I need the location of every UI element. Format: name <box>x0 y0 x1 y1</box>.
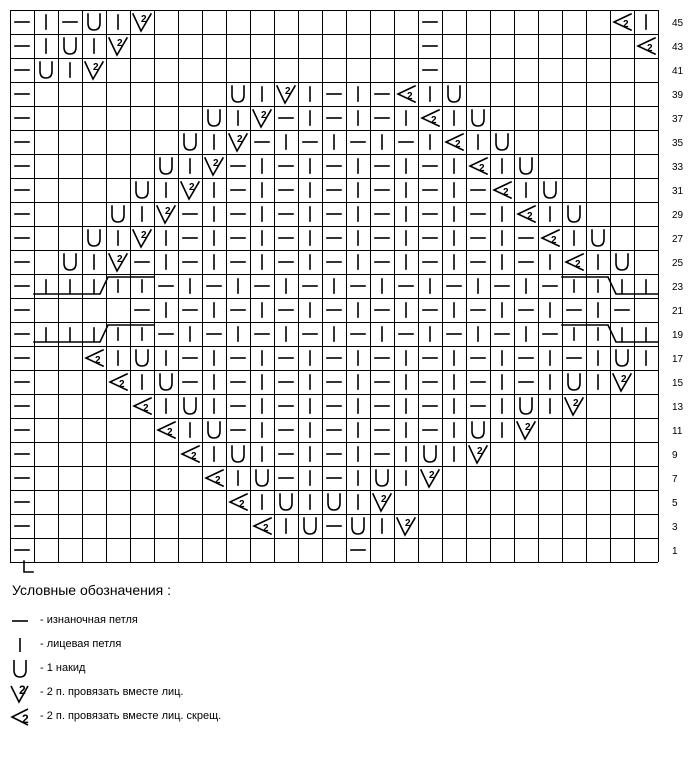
ssk-mark-number: 2 <box>623 19 629 30</box>
legend-k2tog-label: - 2 п. провязать вместе лиц. <box>40 686 184 698</box>
k2tog-mark-number: 2 <box>573 398 579 409</box>
yarn-over-mark <box>472 422 484 438</box>
k2tog-mark-number: 2 <box>477 446 483 457</box>
yarn-over-mark <box>544 182 556 198</box>
row-label: 7 <box>672 474 678 485</box>
row-label: 29 <box>672 210 684 221</box>
row-label: 11 <box>672 426 683 437</box>
k2tog-mark-number: 2 <box>621 374 627 385</box>
k2tog-mark-number: 2 <box>93 62 99 73</box>
yarn-over-mark <box>232 446 244 462</box>
row-label: 19 <box>672 330 684 341</box>
legend-knit-label: - лицевая петля <box>40 638 122 650</box>
row-label: 39 <box>672 90 684 101</box>
k2tog-mark-number: 2 <box>381 494 387 505</box>
ssk-mark-number: 2 <box>215 475 221 486</box>
knit-symbol-icon <box>8 634 36 656</box>
k2tog-symbol-icon <box>8 682 36 704</box>
k2tog-mark-number: 2 <box>141 230 147 241</box>
yarn-over-mark <box>328 494 340 510</box>
yarn-over-mark <box>472 110 484 126</box>
ssk-mark-number: 2 <box>647 43 653 54</box>
legend-yo-label: - 1 накид <box>40 662 86 674</box>
yarn-over-mark <box>88 230 100 246</box>
k2tog-mark-number: 2 <box>165 206 171 217</box>
legend-purl-label: - изнаночная петля <box>40 614 138 626</box>
legend-ssk-label: - 2 п. провязать вместе лиц. скрещ. <box>40 710 222 722</box>
k2tog-mark-number: 2 <box>261 110 267 121</box>
yarn-over-mark <box>136 182 148 198</box>
k2tog-mark-number: 2 <box>117 254 123 265</box>
yarn-over-mark <box>208 422 220 438</box>
yarn-over-mark <box>280 494 292 510</box>
row-label: 23 <box>672 282 684 293</box>
row-label: 3 <box>672 522 678 533</box>
yarn-over-mark <box>616 254 628 270</box>
yarn-over-mark <box>496 134 508 150</box>
ssk-mark-number: 2 <box>263 523 269 534</box>
yarn-over-mark <box>376 470 388 486</box>
yarn-over-mark <box>424 446 436 462</box>
ssk-mark-number: 2 <box>431 115 437 126</box>
yarn-over-mark <box>256 470 268 486</box>
yarn-over-mark <box>136 350 148 366</box>
row-label: 1 <box>672 546 678 557</box>
row-label: 35 <box>672 138 684 149</box>
k2tog-mark-number: 2 <box>213 158 219 169</box>
row-label: 41 <box>672 66 684 77</box>
yarn-over-mark <box>112 206 124 222</box>
yarn-over-mark <box>184 398 196 414</box>
yarn-over-mark <box>184 134 196 150</box>
row-label: 31 <box>672 186 684 197</box>
k2tog-mark-number: 2 <box>285 86 291 97</box>
k2tog-mark-number: 2 <box>189 182 195 193</box>
row-label: 9 <box>672 450 678 461</box>
yarn-over-mark <box>208 110 220 126</box>
ssk-mark-number: 2 <box>551 235 557 246</box>
row-label: 13 <box>672 402 684 413</box>
k2tog-mark-number: 2 <box>525 422 531 433</box>
yarn-over-symbol-icon <box>8 658 36 680</box>
ssk-mark-number: 2 <box>503 187 509 198</box>
ssk-mark-number: 2 <box>143 403 149 414</box>
yarn-over-mark <box>232 86 244 102</box>
yarn-over-mark <box>64 254 76 270</box>
yarn-over-mark <box>64 38 76 54</box>
row-label: 43 <box>672 42 684 53</box>
row-label: 25 <box>672 258 684 269</box>
ssk-mark-number: 2 <box>455 139 461 150</box>
ssk-mark-number: 2 <box>239 499 245 510</box>
row-label: 17 <box>672 354 684 365</box>
yarn-over-mark <box>160 158 172 174</box>
row-label: 33 <box>672 162 684 173</box>
row-label: 5 <box>672 498 678 509</box>
ssk-mark-number: 2 <box>527 211 533 222</box>
row-label: 21 <box>672 306 684 317</box>
row-label: 45 <box>672 18 684 29</box>
yarn-over-mark <box>592 230 604 246</box>
ssk-mark-number: 2 <box>407 91 413 102</box>
yarn-over-mark <box>568 206 580 222</box>
yarn-over-mark <box>160 374 172 390</box>
k2tog-mark-number: 2 <box>405 518 411 529</box>
purl-symbol-icon <box>8 610 36 632</box>
ssk-symbol-number: 2 <box>22 712 29 726</box>
k2tog-mark-number: 2 <box>117 38 123 49</box>
ssk-symbol-icon <box>8 706 36 728</box>
ssk-mark-number: 2 <box>167 427 173 438</box>
yarn-over-mark <box>304 518 316 534</box>
ssk-mark-number: 2 <box>479 163 485 174</box>
ssk-mark-number: 2 <box>575 259 581 270</box>
k2tog-symbol-number: 2 <box>19 683 26 697</box>
chart-row-labels <box>672 18 684 557</box>
ssk-mark-number: 2 <box>191 451 197 462</box>
yarn-over-mark <box>616 350 628 366</box>
yarn-over-mark <box>520 158 532 174</box>
yarn-over-mark <box>520 398 532 414</box>
yarn-over-mark <box>88 14 100 30</box>
row-label: 37 <box>672 114 684 125</box>
k2tog-mark-number: 2 <box>141 14 147 25</box>
legend-title: Условные обозначения : <box>12 582 172 598</box>
ssk-mark-number: 2 <box>95 355 101 366</box>
yarn-over-mark <box>40 62 52 78</box>
ssk-mark-number: 2 <box>119 379 125 390</box>
k2tog-mark-number: 2 <box>237 134 243 145</box>
yarn-over-mark <box>352 518 364 534</box>
chart-symbols <box>15 14 655 550</box>
yarn-over-mark <box>568 374 580 390</box>
row-label: 15 <box>672 378 684 389</box>
k2tog-mark-number: 2 <box>429 470 435 481</box>
yarn-over-mark <box>448 86 460 102</box>
row-label: 27 <box>672 234 684 245</box>
